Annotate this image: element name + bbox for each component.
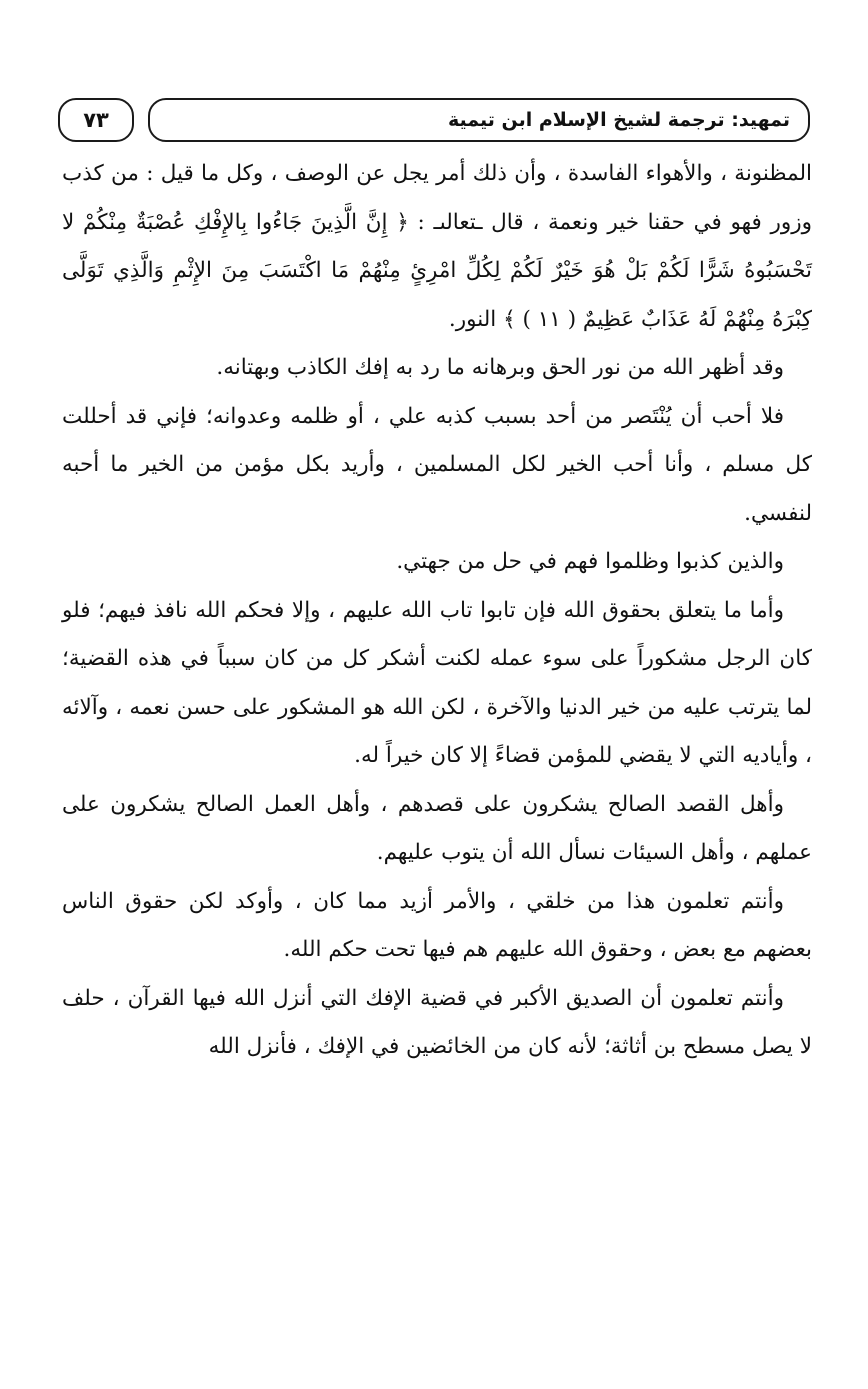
running-title-box — [148, 98, 810, 142]
paragraph: وأنتم تعلمون أن الصديق الأكبر في قضية الإفك التي أنزل الله فيها القرآن ، حلف لا يصل مسطح بن أثاثة؛ لأنه كان من الخائضين في الإفك ، فأنزل الله — [62, 985, 812, 1059]
paragraph: المظنونة ، والأهواء الفاسدة ، وأن ذلك أمر يجل عن الوصف ، وكل ما قيل : من كذب وزور فهو في حقنا خير ونعمة ، قال ـتعالىـ : ﴿ إِنَّ الَّذِينَ جَاءُوا بِالإِفْكِ عُصْبَةٌ مِنْكُمْ لا تَحْسَبُوهُ شَرًّا لَكُمْ بَلْ هُوَ خَيْرٌ لَكُمْ لِكُلِّ امْرِئٍ مِنْهُمْ مَا اكْتَسَبَ مِنَ الإِثْمِ وَالَّذِي تَوَلَّى كِبْرَهُ مِنْهُمْ لَهُ عَذَابٌ عَظِيمٌ ( ١١ ) ﴾ النور. — [62, 161, 812, 332]
paragraph: وأما ما يتعلق بحقوق الله فإن تابوا تاب الله عليهم ، وإلا فحكم الله نافذ فيهم؛ فلو كان الرجل مشكوراً على سوء عمله لكنت أشكر كل من كان سبباً في هذه القضية؛ لما يترتب عليه من خير الدنيا والآخرة ، لكن الله هو المشكور على حسن نعمه ، وآلائه ، وأياديه التي لا يقضي للمؤمن قضاءً إلا كان خيراً له. — [62, 597, 812, 768]
running-title: تمهيد: ترجمة لشيخ الإسلام ابن تيمية — [448, 109, 790, 131]
paragraph: وقد أظهر الله من نور الحق وبرهانه ما رد به إفك الكاذب وبهتانه. — [216, 355, 784, 380]
page-number-box — [58, 98, 134, 142]
body-text — [62, 150, 812, 1072]
page-header — [58, 98, 810, 144]
paragraph: وأهل القصد الصالح يشكرون على قصدهم ، وأهل العمل الصالح يشكرون على عملهم ، وأهل السيئات نسأل الله أن يتوب عليهم. — [62, 791, 812, 865]
page-number: ٧٣ — [83, 108, 109, 132]
paragraph: فلا أحب أن يُنْتَصر من أحد بسبب كذبه علي ، أو ظلمه وعدوانه؛ فإني قد أحللت كل مسلم ، وأنا أحب الخير لكل المسلمين ، وأريد بكل مؤمن من الخير ما أحبه لنفسي. — [62, 403, 812, 526]
paragraph: والذين كذبوا وظلموا فهم في حل من جهتي. — [396, 549, 784, 574]
paragraph: وأنتم تعلمون هذا من خلقي ، والأمر أزيد مما كان ، وأوكد لكن حقوق الناس بعضهم مع بعض ، وحقوق الله عليهم هم فيها تحت حكم الله. — [62, 888, 812, 962]
